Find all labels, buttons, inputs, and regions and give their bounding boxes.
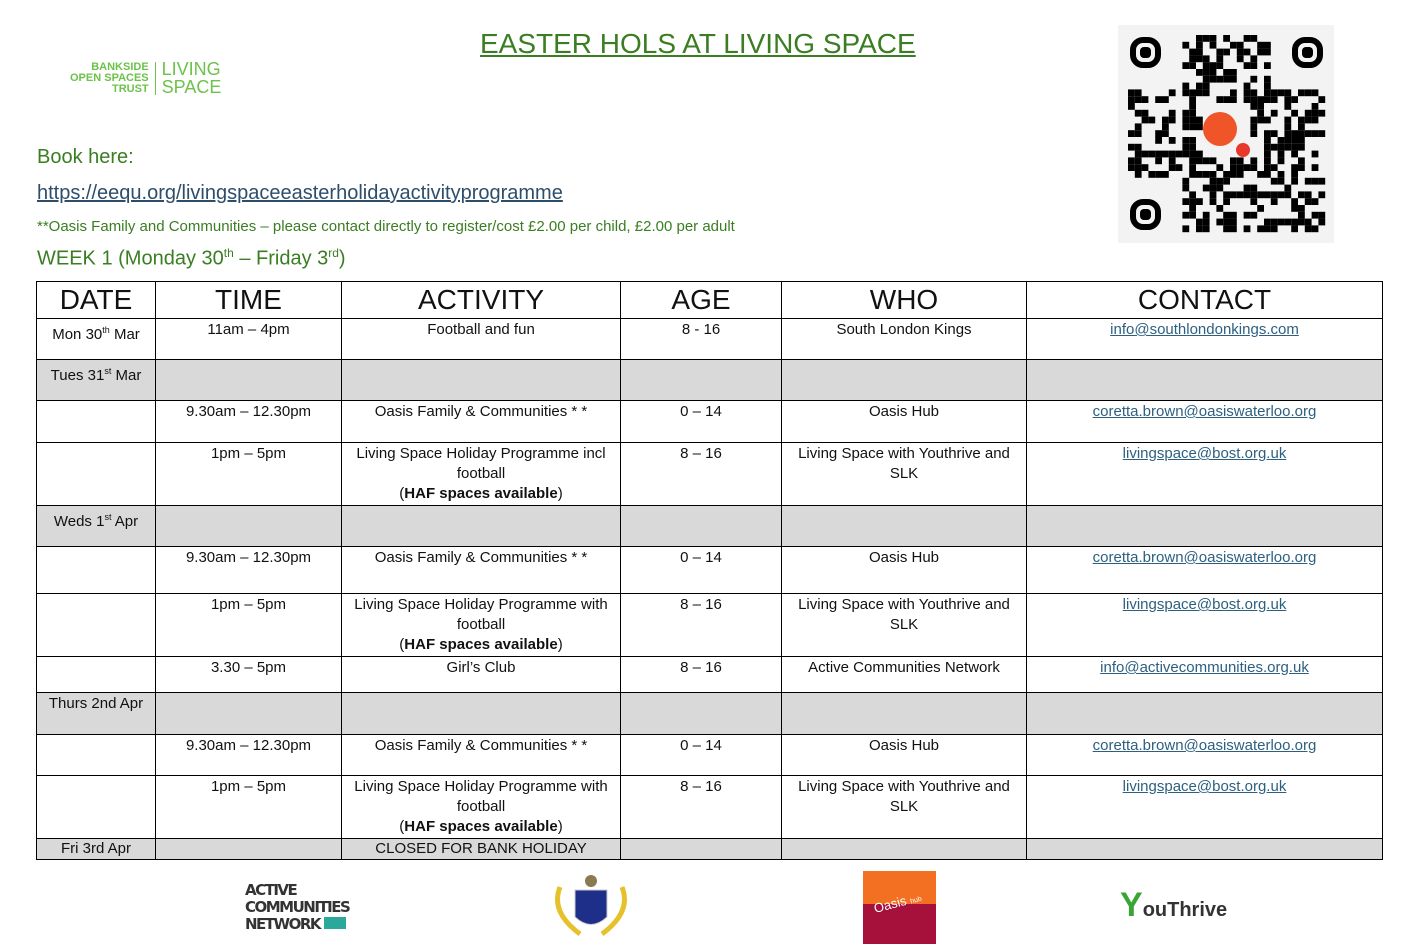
time-cell: 1pm – 5pm bbox=[156, 443, 342, 506]
activity-cell: Oasis Family & Communities * * bbox=[342, 547, 621, 594]
active-communities-network-logo: ACTIVE COMMUNITIES NETWORK bbox=[245, 881, 350, 933]
date-cell bbox=[37, 594, 156, 657]
table-row bbox=[37, 657, 1383, 693]
contact-cell bbox=[1027, 506, 1383, 547]
age-cell: 0 – 14 bbox=[621, 401, 782, 443]
activity-cell: Living Space Holiday Programme incl football (HAF spaces available) bbox=[342, 443, 621, 506]
contact-cell bbox=[1027, 443, 1383, 506]
activity-cell: Football and fun bbox=[342, 319, 621, 360]
activity-cell bbox=[342, 693, 621, 735]
time-cell: 1pm – 5pm bbox=[156, 776, 342, 839]
contact-cell bbox=[1027, 319, 1383, 360]
booking-link[interactable]: https://eequ.org/livingspaceeasterholidayactivityprogramme bbox=[37, 182, 563, 204]
age-cell: 0 – 14 bbox=[621, 547, 782, 594]
table-row bbox=[37, 693, 1383, 735]
date-cell: Thurs 2nd Apr bbox=[37, 693, 156, 735]
contact-cell bbox=[1027, 657, 1383, 693]
activity-cell: Girl’s Club bbox=[342, 657, 621, 693]
contact-cell bbox=[1027, 839, 1383, 860]
age-cell: 8 – 16 bbox=[621, 594, 782, 657]
time-cell bbox=[156, 693, 342, 735]
contact-cell bbox=[1027, 735, 1383, 776]
who-cell bbox=[782, 839, 1027, 860]
activity-cell: Living Space Holiday Programme with football (HAF spaces available) bbox=[342, 594, 621, 657]
who-cell bbox=[782, 693, 1027, 735]
column-header: AGE bbox=[621, 282, 782, 319]
week-heading: WEEK 1 (Monday 30th – Friday 3rd) bbox=[37, 246, 346, 270]
time-cell: 9.30am – 12.30pm bbox=[156, 401, 342, 443]
who-cell: South London Kings bbox=[782, 319, 1027, 360]
contact-cell bbox=[1027, 547, 1383, 594]
table-row bbox=[37, 776, 1383, 839]
date-cell bbox=[37, 547, 156, 594]
age-cell: 0 – 14 bbox=[621, 735, 782, 776]
age-cell: 8 – 16 bbox=[621, 657, 782, 693]
contact-cell bbox=[1027, 693, 1383, 735]
date-cell: Tues 31st Mar bbox=[37, 360, 156, 401]
activity-cell bbox=[342, 360, 621, 401]
table-row bbox=[37, 443, 1383, 506]
activity-cell: Oasis Family & Communities * * bbox=[342, 735, 621, 776]
oasis-note: **Oasis Family and Communities – please contact directly to register/cost £2.00 per child, £2.00 per adult bbox=[37, 218, 735, 235]
time-cell: 3.30 – 5pm bbox=[156, 657, 342, 693]
contact-email-link[interactable]: info@activecommunities.org.uk bbox=[1100, 659, 1309, 676]
who-cell: Oasis Hub bbox=[782, 735, 1027, 776]
column-header: TIME bbox=[156, 282, 342, 319]
who-cell bbox=[782, 360, 1027, 401]
table-row bbox=[37, 839, 1383, 860]
contact-cell bbox=[1027, 776, 1383, 839]
date-cell: Mon 30th Mar bbox=[37, 319, 156, 360]
table-row bbox=[37, 319, 1383, 360]
time-cell bbox=[156, 506, 342, 547]
age-cell bbox=[621, 839, 782, 860]
who-cell: Living Space with Youthrive and SLK bbox=[782, 776, 1027, 839]
date-cell bbox=[37, 401, 156, 443]
contact-cell bbox=[1027, 594, 1383, 657]
youthrive-logo: Y ouThrive bbox=[1120, 886, 1228, 924]
who-cell: Living Space with Youthrive and SLK bbox=[782, 443, 1027, 506]
activity-cell: Living Space Holiday Programme with football (HAF spaces available) bbox=[342, 776, 621, 839]
book-label: Book here: bbox=[37, 146, 134, 168]
table-row bbox=[37, 506, 1383, 547]
age-cell: 8 – 16 bbox=[621, 776, 782, 839]
table-row bbox=[37, 594, 1383, 657]
age-cell: 8 - 16 bbox=[621, 319, 782, 360]
table-row bbox=[37, 547, 1383, 594]
table-row bbox=[37, 401, 1383, 443]
who-cell bbox=[782, 506, 1027, 547]
contact-email-link[interactable]: livingspace@bost.org.uk bbox=[1122, 596, 1287, 613]
time-cell: 9.30am – 12.30pm bbox=[156, 735, 342, 776]
age-cell: 8 – 16 bbox=[621, 443, 782, 506]
column-header: DATE bbox=[37, 282, 156, 319]
date-cell bbox=[37, 776, 156, 839]
crest-logo bbox=[550, 872, 632, 940]
date-cell bbox=[37, 657, 156, 693]
age-cell bbox=[621, 693, 782, 735]
column-header: WHO bbox=[782, 282, 1027, 319]
page-title: EASTER HOLS AT LIVING SPACE bbox=[480, 28, 916, 59]
contact-email-link[interactable]: info@southlondonkings.com bbox=[1110, 321, 1299, 338]
age-cell bbox=[621, 360, 782, 401]
contact-email-link[interactable]: coretta.brown@oasiswaterloo.org bbox=[1092, 403, 1317, 420]
column-header: CONTACT bbox=[1027, 282, 1383, 319]
column-header: ACTIVITY bbox=[342, 282, 621, 319]
activity-cell bbox=[342, 506, 621, 547]
oasis-hub-logo: Oasis hub bbox=[863, 871, 936, 944]
date-cell bbox=[37, 735, 156, 776]
bankside-living-space-logo: BANKSIDE OPEN SPACES TRUST LIVING SPACE bbox=[70, 59, 222, 97]
qr-code bbox=[1118, 25, 1334, 243]
activity-cell: Oasis Family & Communities * * bbox=[342, 401, 621, 443]
time-cell bbox=[156, 360, 342, 401]
age-cell bbox=[621, 506, 782, 547]
time-cell: 9.30am – 12.30pm bbox=[156, 547, 342, 594]
who-cell: Active Communities Network bbox=[782, 657, 1027, 693]
who-cell: Living Space with Youthrive and SLK bbox=[782, 594, 1027, 657]
who-cell: Oasis Hub bbox=[782, 547, 1027, 594]
date-cell: Fri 3rd Apr bbox=[37, 839, 156, 860]
time-cell: 1pm – 5pm bbox=[156, 594, 342, 657]
schedule-table bbox=[36, 281, 1383, 860]
contact-email-link[interactable]: livingspace@bost.org.uk bbox=[1122, 778, 1287, 795]
contact-email-link[interactable]: coretta.brown@oasiswaterloo.org bbox=[1092, 737, 1317, 754]
contact-email-link[interactable]: livingspace@bost.org.uk bbox=[1122, 445, 1287, 462]
time-cell: 11am – 4pm bbox=[156, 319, 342, 360]
who-cell: Oasis Hub bbox=[782, 401, 1027, 443]
time-cell bbox=[156, 839, 342, 860]
table-row bbox=[37, 735, 1383, 776]
contact-email-link[interactable]: coretta.brown@oasiswaterloo.org bbox=[1092, 549, 1317, 566]
contact-cell bbox=[1027, 360, 1383, 401]
contact-cell bbox=[1027, 401, 1383, 443]
date-cell bbox=[37, 443, 156, 506]
activity-cell: CLOSED FOR BANK HOLIDAY bbox=[342, 839, 621, 860]
table-row bbox=[37, 360, 1383, 401]
date-cell: Weds 1st Apr bbox=[37, 506, 156, 547]
